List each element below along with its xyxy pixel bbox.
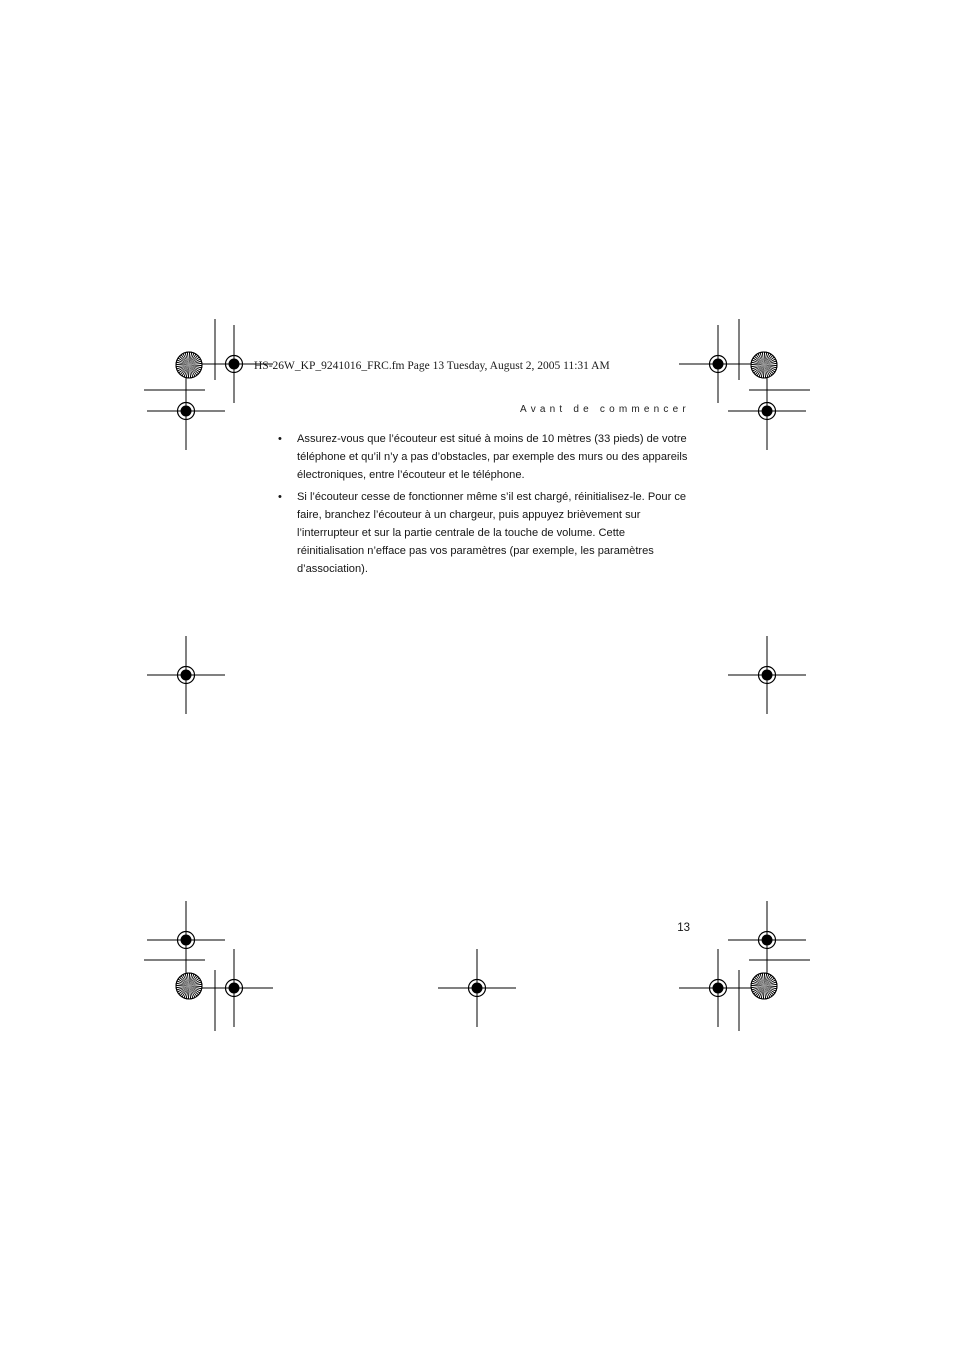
star-target-icon bbox=[751, 973, 777, 999]
bullet-icon: • bbox=[278, 491, 282, 503]
bullet-icon: • bbox=[278, 433, 282, 445]
registration-mark-icon bbox=[438, 949, 516, 1027]
list-item-text: Assurez-vous que l’écouteur est situé à moins de 10 mètres (33 pieds) de votre téléphone et qu’il n’y a pas d’obstacles, par exemple des murs ou des appareils électroniques, entre l’écouteur et le téléphone. bbox=[297, 433, 688, 481]
registration-mark-icon bbox=[728, 636, 806, 714]
registration-mark-icon bbox=[147, 901, 225, 979]
registration-mark-icon bbox=[679, 325, 757, 403]
star-target-icon bbox=[176, 973, 202, 999]
registration-mark-icon bbox=[728, 372, 806, 450]
registration-mark-icon bbox=[728, 901, 806, 979]
list-item bbox=[278, 430, 690, 484]
list-item bbox=[278, 488, 690, 578]
page-number: 13 bbox=[677, 922, 690, 934]
star-target-icon bbox=[751, 352, 777, 378]
body-text bbox=[278, 430, 690, 582]
list-item-text: Si l’écouteur cesse de fonctionner même s’il est chargé, réinitialisez-le. Pour ce faire, branchez l’écouteur à un chargeur, puis appuyez brièvement sur l’interrupteur et sur la partie centrale de la touche de volume. Cette réinitialisation n’efface pas vos paramètres (par exemple, les paramètres d’association). bbox=[297, 491, 687, 575]
registration-mark-icon bbox=[147, 636, 225, 714]
running-head: Avant de commencer bbox=[520, 404, 690, 415]
registration-mark-icon bbox=[147, 372, 225, 450]
registration-mark-icon bbox=[195, 949, 273, 1027]
registration-mark-icon bbox=[679, 949, 757, 1027]
file-slug-line: HS-26W_KP_9241016_FRC.fm Page 13 Tuesday, August 2, 2005 11:31 AM bbox=[254, 360, 610, 372]
star-target-icon bbox=[176, 352, 202, 378]
